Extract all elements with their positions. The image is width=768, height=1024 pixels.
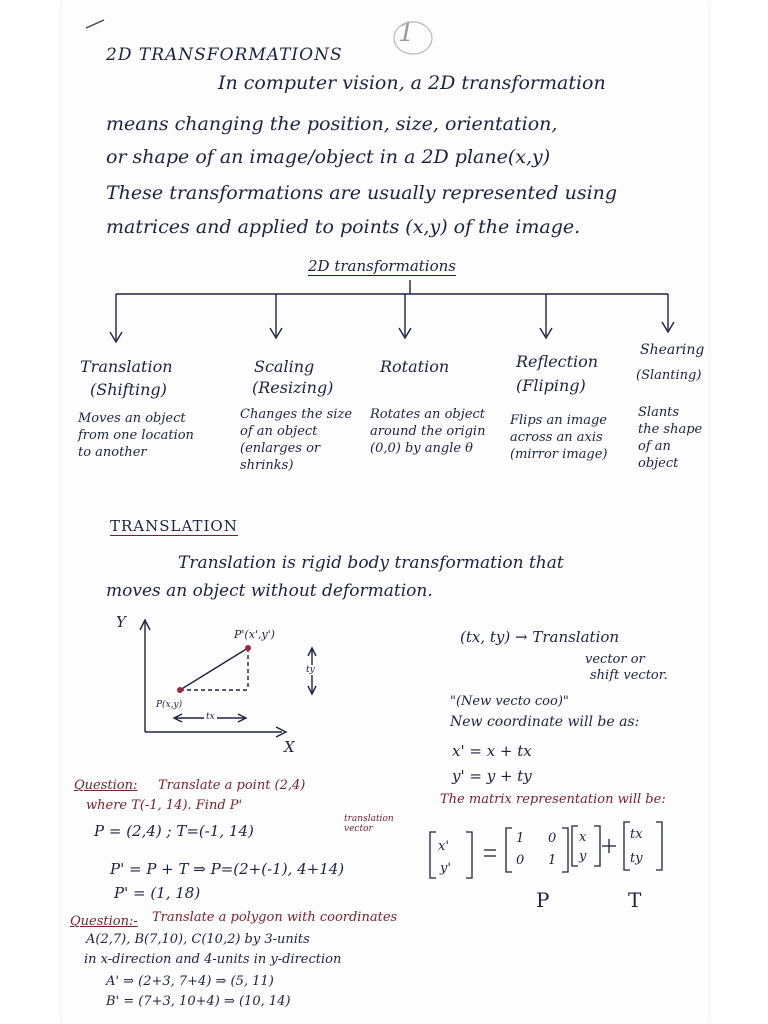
graph-p-prime-label: P'(x',y') [234, 628, 275, 641]
svg-text:x': x' [438, 839, 449, 854]
node-scaling-title: Scaling [254, 357, 315, 376]
question-1-line-3: P' = (1, 18) [114, 884, 201, 902]
question-1-text-1: Translate a point (2,4) [158, 778, 306, 793]
tree-root: 2D transformations [308, 257, 456, 275]
node-translation-subtitle: (Shifting) [90, 380, 167, 399]
intro-line-1: In computer vision, a 2D transformation [218, 72, 606, 94]
matrix-label-t: T [628, 888, 642, 912]
node-reflection-subtitle: (Fliping) [516, 376, 586, 395]
new-vector-note: "(New vecto coo)" [450, 694, 569, 709]
graph-ty-label: ty [306, 665, 315, 675]
question-1-line-1: P = (2,4) ; T=(-1, 14) [94, 822, 254, 840]
node-shearing-subtitle: (Slanting) [636, 368, 702, 383]
matrix-label-p: P [536, 888, 550, 912]
node-reflection-title: Reflection [516, 352, 599, 371]
question-2-text-2: A(2,7), B(7,10), C(10,2) by 3-units [86, 932, 310, 947]
question-1-text-2: where T(-1, 14). Find P' [86, 798, 243, 813]
node-rotation-desc: Rotates an object around the origin (0,0) by angle θ [370, 407, 486, 456]
svg-text:1: 1 [516, 831, 525, 846]
translation-def-2: moves an object without deformation. [106, 581, 433, 601]
equation-y: y' = y + ty [452, 767, 532, 785]
intro-line-3: or shape of an image/object in a 2D plane(x,y) [106, 146, 551, 168]
question-1-note: translation vector [344, 814, 394, 834]
node-reflection-desc: Flips an image across an axis (mirror image) [510, 413, 608, 462]
node-shearing-title: Shearing [640, 342, 705, 358]
svg-text:y: y [579, 849, 587, 864]
question-1-label: Question: [74, 778, 138, 793]
page-number: 1 [398, 18, 415, 48]
svg-text:tx: tx [630, 827, 643, 842]
vector-note-1: (tx, ty) → Translation [460, 628, 620, 646]
node-translation-desc: Moves an object from one location to another [78, 411, 194, 460]
graph-y-label: Y [116, 613, 126, 631]
matrix-intro: The matrix representation will be: [440, 792, 666, 807]
translation-heading: TRANSLATION [110, 517, 238, 535]
graph-p-label: P(x,y) [156, 700, 183, 710]
svg-text:0: 0 [548, 831, 557, 846]
graph-x-label: X [284, 738, 295, 756]
vector-note-2: vector or [585, 652, 645, 667]
page-title: 2D TRANSFORMATIONS [106, 45, 343, 65]
vector-note-3: shift vector. [590, 668, 668, 683]
equation-x: x' = x + tx [452, 742, 532, 760]
node-translation-title: Translation [80, 357, 173, 376]
translation-def-1: Translation is rigid body transformation that [178, 553, 564, 573]
svg-text:y': y' [440, 861, 451, 876]
question-2-answer-a: A' ⇒ (2+3, 7+4) ⇒ (5, 11) [106, 974, 274, 989]
svg-text:ty: ty [630, 851, 643, 866]
question-2-text-3: in x-direction and 4-units in y-direction [84, 952, 342, 967]
svg-text:1: 1 [548, 853, 557, 868]
intro-line-4: These transformations are usually represented using [106, 182, 618, 204]
node-shearing-desc: Slants the shape of an object [638, 405, 703, 471]
intro-line-5: matrices and applied to points (x,y) of the image. [106, 216, 581, 238]
intro-line-2: means changing the position, size, orientation, [106, 113, 558, 135]
node-scaling-subtitle: (Resizing) [252, 378, 334, 397]
question-1-line-2: P' = P + T ⇒ P=(2+(-1), 4+14) [110, 860, 345, 878]
question-2-label: Question:- [70, 914, 138, 929]
svg-text:x: x [579, 830, 587, 845]
node-rotation-title: Rotation [380, 357, 450, 376]
question-2-text-1: Translate a polygon with coordinates [152, 910, 398, 925]
graph-tx-label: tx [206, 712, 215, 722]
question-2-answer-b: B' = (7+3, 10+4) ⇒ (10, 14) [106, 994, 291, 1009]
node-scaling-desc: Changes the size of an object (enlarges or shrinks) [240, 407, 353, 473]
new-coordinate-line: New coordinate will be as: [450, 714, 640, 730]
svg-text:0: 0 [516, 853, 525, 868]
